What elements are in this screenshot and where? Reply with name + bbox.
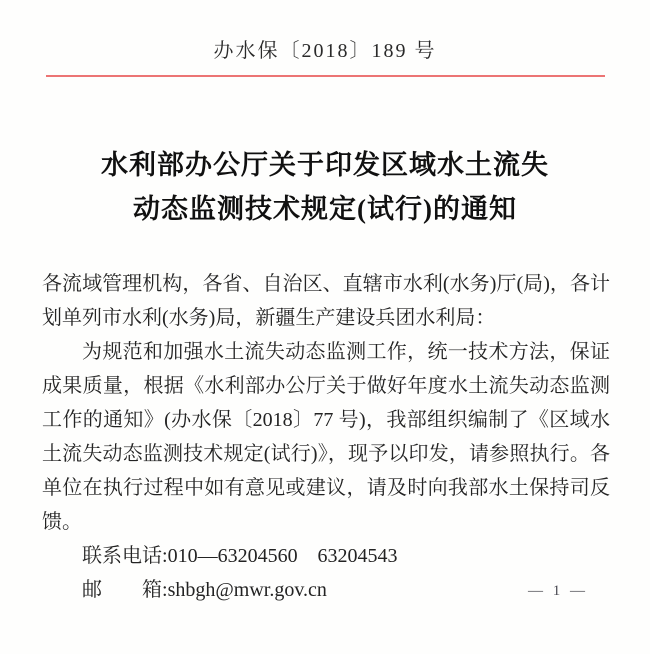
- doc-title-line2: 动态监测技术规定(试行)的通知: [133, 194, 517, 224]
- page-number: — 1 —: [528, 583, 588, 599]
- doc-number: 办水保〔2018〕189 号: [213, 40, 437, 62]
- red-divider-line: [46, 75, 605, 77]
- doc-body: [42, 267, 610, 607]
- doc-title: [0, 143, 650, 231]
- main-paragraph: 为规范和加强水土流失动态监测工作，统一技术方法，保证成果质量，根据《水利部办公厅关于做好年度水土流失动态监测工作的通知》(办水保〔2018〕77 号)，我部组织编制了《区域水土流失动态监测技术规定(试行)》，现予以印发，请参照执行。各单位在执行过程中如有意见或建议，请及时向我部水土保持司反馈。: [42, 341, 610, 533]
- recipients-paragraph: 各流域管理机构，各省、自治区、直辖市水利(水务)厅(局)，各计划单列市水利(水务)局，新疆生产建设兵团水利局：: [42, 273, 610, 329]
- contact-email-line: [42, 573, 610, 607]
- contact-phone-line: [42, 539, 610, 573]
- contact-email-value: shbgh@mwr.gov.cn: [167, 579, 327, 601]
- contact-email-label: 邮 箱:: [82, 579, 168, 601]
- contact-phone-numbers: 010—63204560 63204543: [167, 545, 398, 567]
- doc-title-line1: 水利部办公厅关于印发区域水土流失: [101, 150, 549, 180]
- contact-phone-label: 联系电话:: [82, 545, 168, 567]
